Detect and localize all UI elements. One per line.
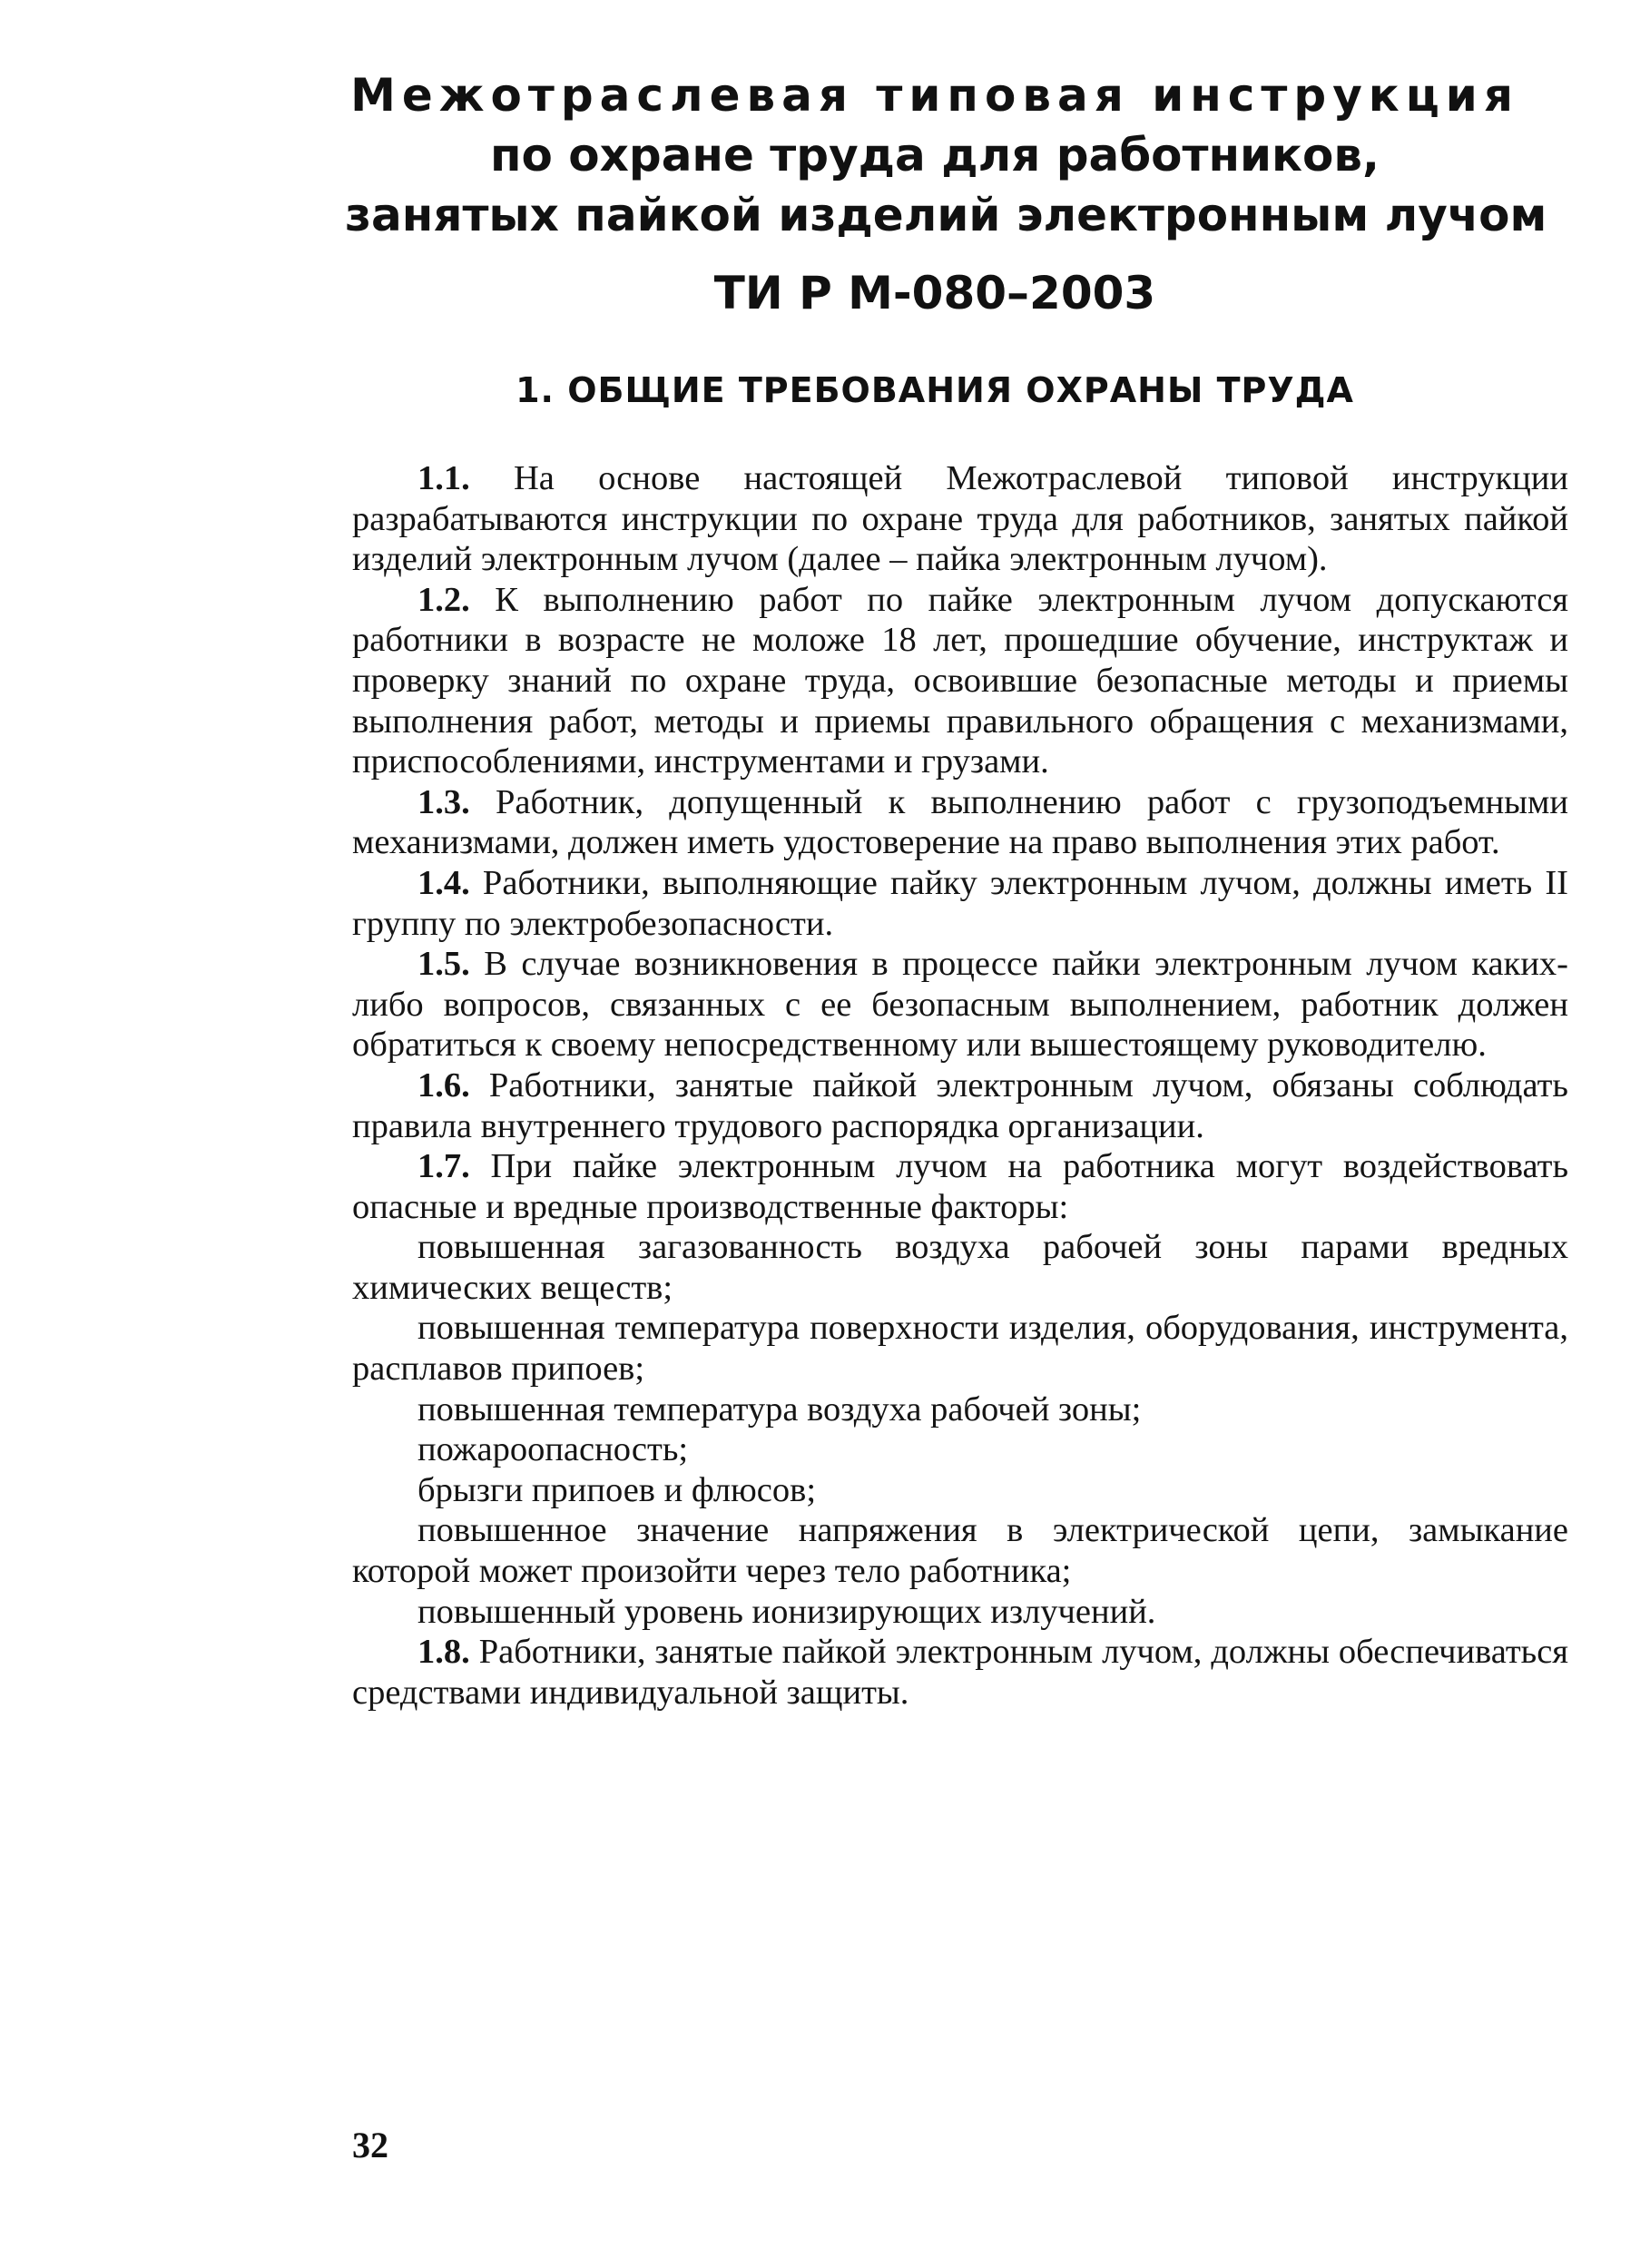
paragraph-1-3 [352,782,1568,863]
hazard-item: повышенная температура поверхности изделия, оборудования, инструмента, расплавов припоев; [352,1309,1568,1389]
paragraph-1-8 [352,1632,1568,1713]
paragraph-number: 1.4. [417,863,470,902]
paragraph-text: На основе настоящей Межотраслевой типовой инструкции разрабатываются инструкции по охране труда для работников, занятых пайкой изделий электронным лучом (далее – пайка электронным лучом). [352,459,1568,579]
paragraph-1-4 [352,863,1568,944]
document-title [345,65,1547,245]
section-heading: 1. ОБЩИЕ ТРЕБОВАНИЯ ОХРАНЫ ТРУДА [516,370,1354,410]
paragraph-number: 1.3. [417,782,470,821]
paragraph-text: Работники, занятые пайкой электронным лучом, обязаны соблюдать правила внутреннего трудового распорядка организации. [352,1065,1568,1145]
paragraph-number: 1.6. [417,1065,470,1105]
title-line-2: по охране труда для работников, [490,129,1380,182]
title-line-1: Межотраслевая типовая инструкция [350,69,1519,122]
hazard-item: брызги припоев и флюсов; [417,1470,817,1509]
paragraph-number: 1.1. [417,459,470,497]
hazard-item: повышенная загазованность воздуха рабочей зоны парами вредных химических веществ; [352,1228,1568,1307]
paragraph-number: 1.5. [417,945,470,984]
paragraph-1-2 [352,580,1568,782]
paragraph-1-6 [352,1065,1568,1146]
paragraph-text: К выполнению работ по пайке электронным лучом допускаются работники в возрасте не моложе 18 лет, прошедшие обучение, инструктаж и проверку знаний по охране труда, освоившие безопасные методы и приемы выполнения работ, методы и приемы правильного обращения с механизмами, приспособлениями, инструментами и грузами. [352,580,1568,781]
paragraph-1-1 [352,458,1568,580]
body-text [352,458,1568,1713]
hazard-item: повышенное значение напряжения в электрической цепи, замыкание которой может произойти через тело работника; [352,1511,1568,1591]
paragraph-number: 1.2. [417,580,470,619]
hazard-item: повышенный уровень ионизирующих излучений. [417,1592,1156,1631]
document-code: ТИ Р М-080–2003 [713,267,1156,319]
page-number: 32 [352,2125,388,2165]
title-line-3: занятых пайкой изделий электронным лучом [345,189,1547,241]
paragraph-1-7 [352,1146,1568,1227]
paragraph-text: В случае возникновения в процессе пайки электронным лучом каких-либо вопросов, связанных с ее безопасным выполнением, работник должен обратиться к своему непосредственному или вышестоящему руководителю. [352,945,1569,1065]
hazard-item: повышенная температура воздуха рабочей зоны; [417,1389,1142,1429]
hazard-item: пожароопасность; [417,1430,689,1469]
paragraph-number: 1.8. [417,1633,470,1672]
paragraph-text: Работники, занятые пайкой электронным лучом, должны обеспечиваться средствами индивидуальной защиты. [352,1633,1568,1712]
paragraph-1-5 [352,944,1568,1065]
paragraph-number: 1.7. [417,1147,470,1186]
paragraph-text: При пайке электронным лучом на работника могут воздействовать опасные и вредные производственные факторы: [352,1147,1568,1226]
paragraph-text: Работник, допущенный к выполнению работ с грузоподъемными механизмами, должен иметь удостоверение на право выполнения этих работ. [352,782,1569,862]
paragraph-text: Работники, выполняющие пайку электронным лучом, должны иметь II группу по электробезопасности. [352,863,1569,943]
